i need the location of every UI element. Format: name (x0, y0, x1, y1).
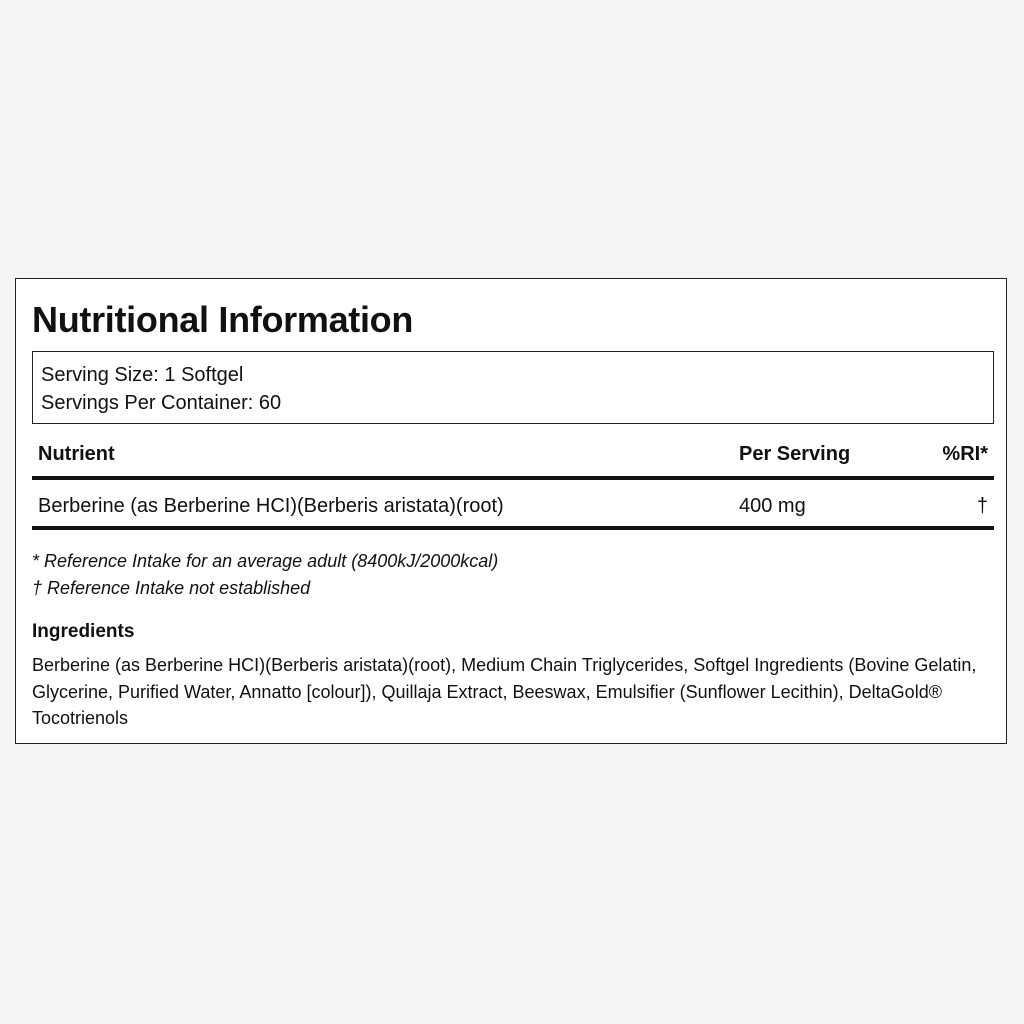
table-row (32, 495, 994, 525)
nutrition-panel (15, 278, 1007, 744)
header-ri: %RI* (942, 443, 988, 465)
row-ri: † (976, 495, 988, 517)
header-nutrient: Nutrient (38, 443, 115, 465)
ingredients-heading: Ingredients (32, 621, 135, 642)
footnote-not-established: † Reference Intake not established (32, 578, 311, 598)
table-header-row (32, 443, 994, 473)
servings-per-container: Servings Per Container: 60 (41, 392, 282, 414)
row-nutrient: Berberine (as Berberine HCI)(Berberis aristata)(root) (38, 495, 504, 517)
row-per-serving: 400 mg (739, 495, 806, 517)
header-per-serving: Per Serving (739, 443, 851, 465)
header-divider (32, 476, 994, 480)
serving-size: Serving Size: 1 Softgel (41, 364, 244, 386)
serving-info-box (32, 351, 994, 424)
table-bottom-divider (32, 526, 994, 530)
page-title: Nutritional Information (32, 299, 414, 340)
footnotes (32, 548, 498, 602)
footnote-reference-intake: * Reference Intake for an average adult (8400kJ/2000kcal) (32, 551, 499, 571)
ingredients-text: Berberine (as Berberine HCI)(Berberis aristata)(root), Medium Chain Triglycerides, Softgel Ingredients (Bovine Gelatin, Glycerine, Purified Water, Annatto [colour]), Quillaja Extract, Beeswax, Emulsifier (Sunflower Lecithin), DeltaGold® Tocotrienols (32, 655, 977, 728)
